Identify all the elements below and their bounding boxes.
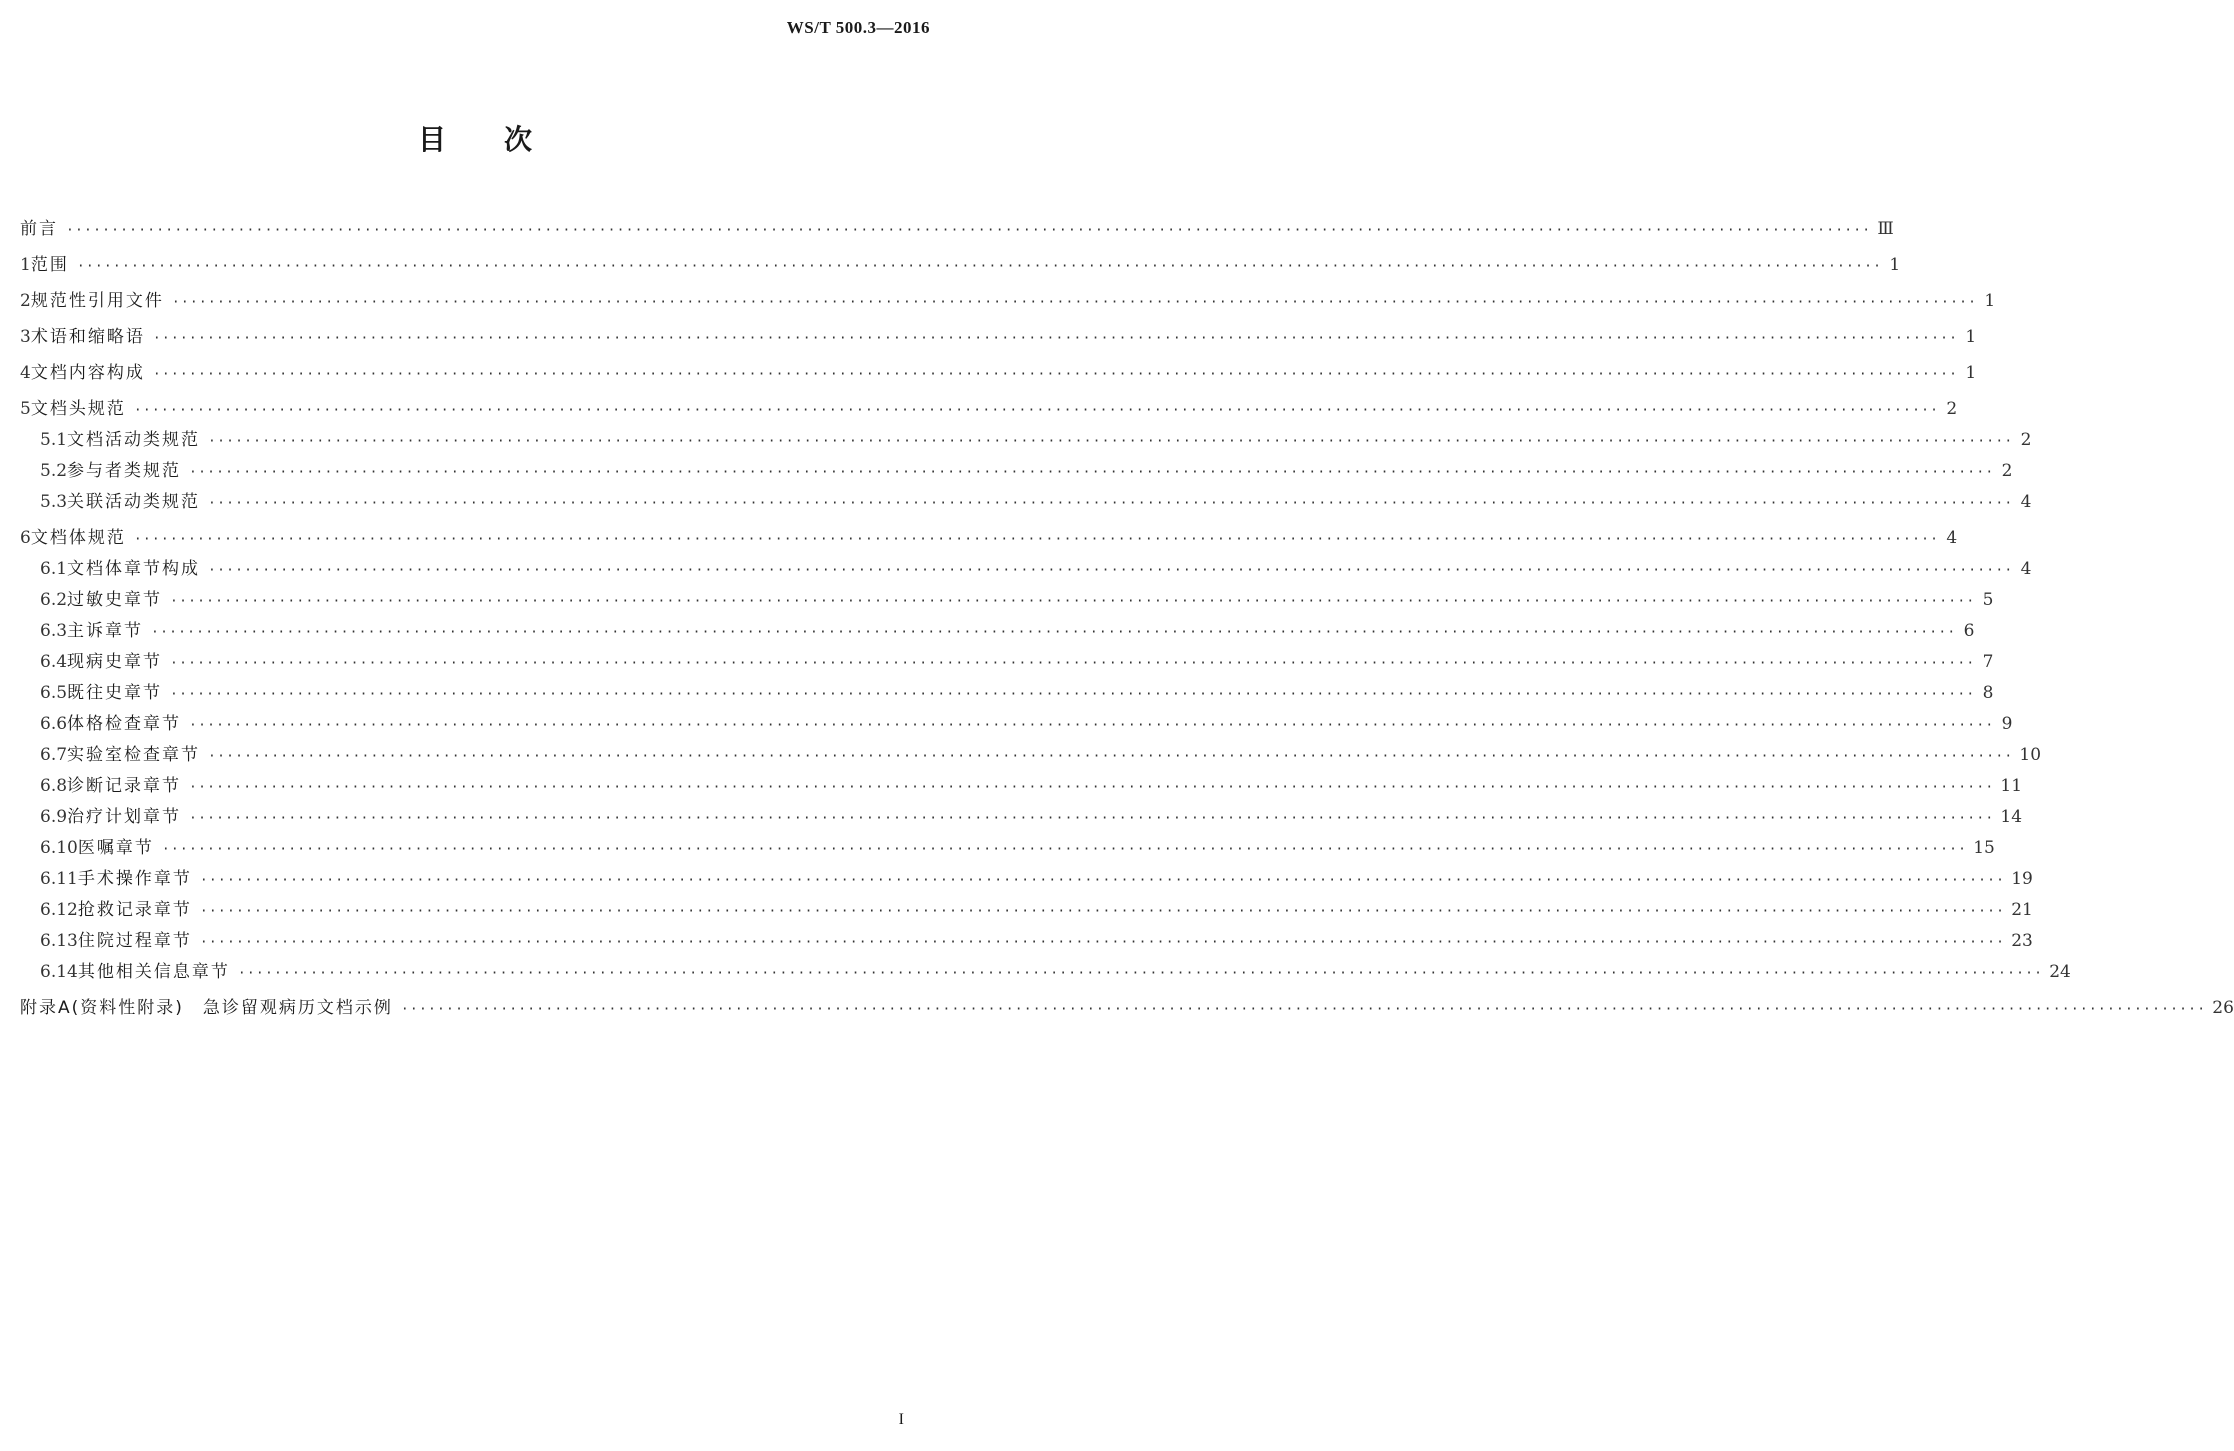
toc-entry-6-8[interactable] — [20, 771, 2023, 802]
toc-entry-label: 住院过程章节 — [77, 931, 192, 951]
toc-entry-6-1[interactable] — [20, 554, 2032, 585]
toc-entry-number: 6.2 — [40, 590, 68, 610]
leader-dots: ········································································································································································································ — [199, 935, 2006, 950]
toc-entry-number: 2 — [20, 291, 31, 311]
toc-entry-label: 附录A(资料性附录) 急诊留观病历文档示例 — [20, 998, 393, 1018]
toc-entry-number: 6.6 — [40, 714, 68, 734]
toc-entry-label: 规范性引用文件 — [30, 291, 164, 311]
leader-dots: ········································································································································································································ — [170, 594, 1976, 609]
toc-entry-label: 前言 — [20, 219, 58, 239]
toc-entry-2[interactable] — [20, 286, 1996, 317]
leader-dots: ········································································································································································································ — [66, 223, 1872, 238]
toc-entry-label: 其他相关信息章节 — [77, 962, 230, 982]
toc-entry-6-4[interactable] — [20, 647, 1994, 678]
toc-entry-foreword[interactable] — [20, 214, 1894, 245]
toc-entry-number: 6.5 — [40, 683, 68, 703]
toc-entry-number: 6.7 — [40, 745, 68, 765]
toc-entry-page: 7 — [1982, 652, 1994, 672]
toc-entry-label: 文档体章节构成 — [67, 559, 201, 579]
toc-entry-label: 文档活动类规范 — [67, 430, 201, 450]
toc-entry-label: 术语和缩略语 — [30, 327, 145, 347]
toc-entry-number: 3 — [20, 327, 31, 347]
page-title: 目次 — [417, 123, 590, 156]
table-of-contents — [20, 214, 2234, 1024]
leader-dots: ········································································································································································································ — [133, 532, 1940, 547]
leader-dots: ········································································································································································································ — [152, 331, 1959, 346]
toc-entry-page: 5 — [1982, 590, 1994, 610]
toc-entry-page: 2 — [2020, 430, 2032, 450]
toc-entry-number: 6.13 — [40, 931, 78, 951]
toc-entry-6-9[interactable] — [20, 802, 2023, 833]
toc-entry-number: 6.1 — [40, 559, 68, 579]
toc-entry-4[interactable] — [20, 358, 1977, 389]
toc-entry-number: 5 — [20, 399, 31, 419]
toc-entry-label: 文档体规范 — [30, 528, 126, 548]
toc-entry-label: 诊断记录章节 — [67, 776, 182, 796]
toc-entry-page: 1 — [1889, 255, 1901, 275]
toc-entry-page: 26 — [2212, 998, 2234, 1018]
toc-entry-page: 10 — [2019, 745, 2042, 765]
toc-entry-number: 4 — [20, 363, 31, 383]
toc-entry-page: 23 — [2011, 931, 2033, 951]
leader-dots: ········································································································································································································ — [189, 718, 1995, 733]
toc-entry-page: 21 — [2011, 900, 2033, 920]
toc-entry-6-14[interactable] — [20, 957, 2071, 988]
leader-dots: ········································································································································································································ — [189, 780, 1995, 795]
toc-entry-6-2[interactable] — [20, 585, 1994, 616]
leader-dots: ········································································································································································································ — [171, 295, 1978, 310]
leader-dots: ········································································································································································································ — [189, 811, 1995, 826]
toc-entry-6-13[interactable] — [20, 926, 2033, 957]
toc-entry-page: 24 — [2049, 962, 2071, 982]
toc-entry-label: 实验室检查章节 — [67, 745, 201, 765]
toc-entry-5[interactable] — [20, 394, 1958, 425]
leader-dots: ········································································································································································································ — [170, 687, 1976, 702]
leader-dots: ········································································································································································································ — [189, 465, 1995, 480]
toc-entry-label: 文档内容构成 — [30, 363, 145, 383]
toc-entry-label: 参与者类规范 — [67, 461, 182, 481]
toc-entry-page: 8 — [1982, 683, 1994, 703]
toc-entry-label: 抢救记录章节 — [77, 900, 192, 920]
toc-entry-page: 1 — [1965, 327, 1977, 347]
toc-entry-number: 6.9 — [40, 807, 68, 827]
toc-entry-label: 手术操作章节 — [77, 869, 192, 889]
toc-entry-label: 文档头规范 — [30, 399, 126, 419]
toc-entry-label: 过敏史章节 — [67, 590, 163, 610]
toc-entry-number: 6.14 — [40, 962, 78, 982]
toc-entry-page: Ⅲ — [1877, 219, 1894, 239]
leader-dots: ········································································································································································································ — [133, 403, 1940, 418]
toc-entry-6-11[interactable] — [20, 864, 2033, 895]
toc-entry-3[interactable] — [20, 322, 1977, 353]
toc-entry-page: 1 — [1965, 363, 1977, 383]
toc-entry-label: 体格检查章节 — [67, 714, 182, 734]
toc-entry-page: 15 — [1973, 838, 1995, 858]
toc-entry-number: 1 — [20, 255, 31, 275]
toc-entry-number: 6.11 — [40, 869, 78, 889]
leader-dots: ········································································································································································································ — [237, 966, 2044, 981]
toc-entry-number: 5.1 — [40, 430, 68, 450]
toc-entry-5-2[interactable] — [20, 456, 2013, 487]
toc-entry-6[interactable] — [20, 523, 1958, 554]
toc-entry-6-6[interactable] — [20, 709, 2013, 740]
toc-entry-6-5[interactable] — [20, 678, 1994, 709]
toc-entry-number: 6.3 — [40, 621, 68, 641]
leader-dots: ········································································································································································································ — [151, 625, 1957, 640]
leader-dots: ········································································································································································································ — [76, 259, 1883, 274]
leader-dots: ········································································································································································································ — [208, 563, 2014, 578]
toc-entry-page: 19 — [2011, 869, 2033, 889]
toc-entry-label: 主诉章节 — [67, 621, 144, 641]
toc-entry-label: 治疗计划章节 — [67, 807, 182, 827]
toc-entry-page: 14 — [2000, 807, 2023, 827]
toc-entry-page: 2 — [1946, 399, 1958, 419]
toc-entry-label: 现病史章节 — [67, 652, 163, 672]
leader-dots: ········································································································································································································ — [208, 749, 2014, 764]
toc-entry-number: 6.8 — [40, 776, 68, 796]
toc-entry-1[interactable] — [20, 250, 1901, 281]
toc-entry-number: 6.4 — [40, 652, 68, 672]
toc-entry-number: 5.2 — [40, 461, 68, 481]
leader-dots: ········································································································································································································ — [170, 656, 1976, 671]
toc-entry-page: 11 — [2000, 776, 2023, 796]
toc-entry-page: 9 — [2001, 714, 2013, 734]
leader-dots: ········································································································································································································ — [152, 367, 1959, 382]
toc-entry-page: 2 — [2001, 461, 2013, 481]
toc-entry-appendix-a[interactable] — [20, 993, 2234, 1024]
leader-dots: ········································································································································································································ — [161, 842, 1968, 857]
toc-entry-label: 既往史章节 — [67, 683, 163, 703]
toc-entry-number: 6 — [20, 528, 31, 548]
standard-code: WS/T 500.3—2016 — [786, 18, 930, 37]
toc-entry-6-3[interactable] — [20, 616, 1975, 647]
toc-entry-label: 关联活动类规范 — [67, 492, 201, 512]
toc-entry-6-7[interactable] — [20, 740, 2042, 771]
leader-dots: ········································································································································································································ — [199, 904, 2006, 919]
toc-entry-6-10[interactable] — [20, 833, 1995, 864]
leader-dots: ········································································································································································································ — [400, 1002, 2207, 1017]
leader-dots: ········································································································································································································ — [208, 434, 2014, 449]
toc-entry-6-12[interactable] — [20, 895, 2033, 926]
toc-entry-page: 4 — [1946, 528, 1958, 548]
page-folio: I — [898, 1411, 904, 1428]
toc-entry-page: 6 — [1963, 621, 1975, 641]
toc-entry-page: 1 — [1984, 291, 1996, 311]
toc-entry-number: 5.3 — [40, 492, 68, 512]
toc-entry-label: 范围 — [30, 255, 69, 275]
toc-entry-number: 6.12 — [40, 900, 78, 920]
toc-entry-label: 医嘱章节 — [77, 838, 154, 858]
leader-dots: ········································································································································································································ — [199, 873, 2006, 888]
toc-entry-page: 4 — [2020, 492, 2032, 512]
toc-entry-5-3[interactable] — [20, 487, 2032, 518]
toc-entry-5-1[interactable] — [20, 425, 2032, 456]
leader-dots: ········································································································································································································ — [208, 496, 2014, 511]
toc-entry-page: 4 — [2020, 559, 2032, 579]
toc-entry-number: 6.10 — [40, 838, 78, 858]
